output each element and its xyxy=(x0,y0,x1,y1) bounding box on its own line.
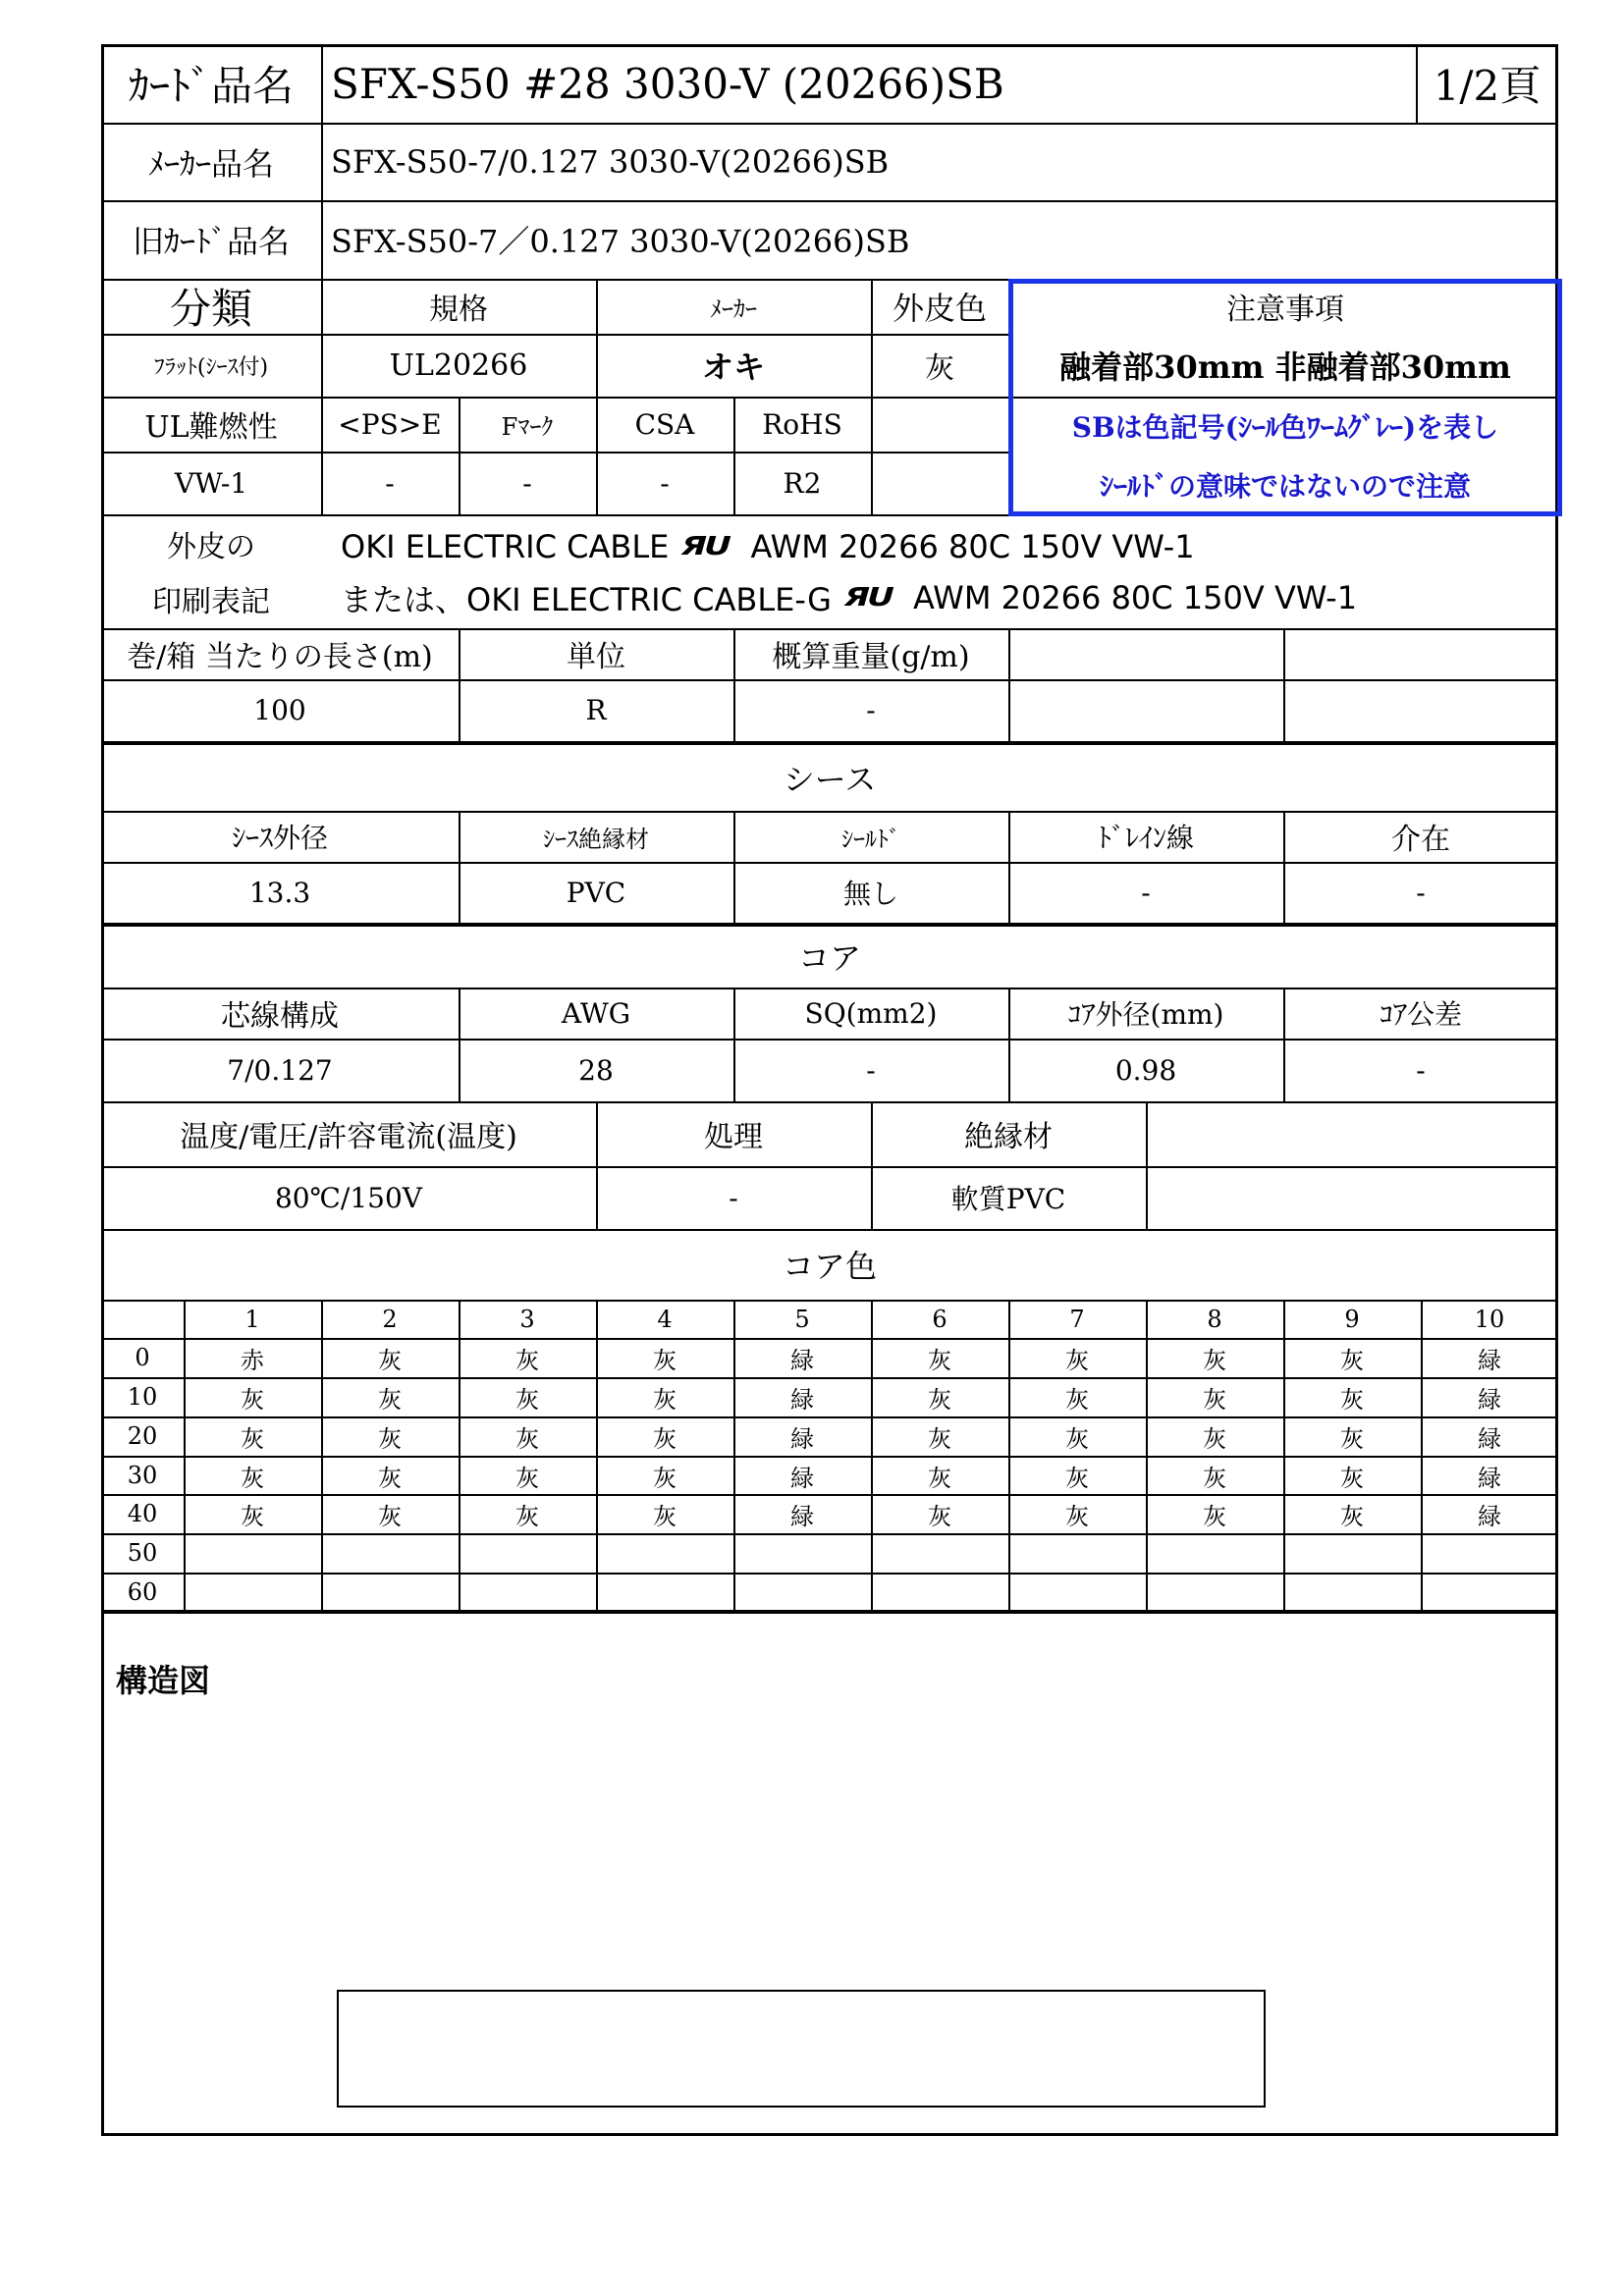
core-section-title: コア xyxy=(797,939,861,977)
rohs-value: R2 xyxy=(783,466,822,500)
color-cell: 灰 xyxy=(515,1424,539,1453)
unit-value: R xyxy=(585,694,607,726)
sheath-od-value: 13.3 xyxy=(248,876,311,909)
color-cell: 灰 xyxy=(1203,1464,1226,1492)
pse-value: - xyxy=(385,466,395,500)
color-cell: 灰 xyxy=(1065,1424,1089,1453)
length-per-reel-header: 巻/箱 当たりの長さ(m) xyxy=(127,640,433,674)
structure-title: 構造図 xyxy=(116,1662,211,1699)
csa-header: CSA xyxy=(634,407,695,441)
sheath-section-title: シース xyxy=(783,760,877,798)
conductor-value: 7/0.127 xyxy=(227,1053,333,1087)
category-header: 分類 xyxy=(169,285,252,333)
color-cell xyxy=(1283,1573,1421,1612)
sheath-material-value: PVC xyxy=(566,876,626,909)
color-column-header: 5 xyxy=(794,1305,810,1333)
card-name-label: ｶｰﾄﾞ品名 xyxy=(128,62,294,110)
packaging-blank-value-2 xyxy=(1283,679,1558,741)
print-label-1: 外皮の xyxy=(167,530,255,564)
color-cell xyxy=(459,1533,596,1573)
color-cell xyxy=(733,1573,871,1612)
print-line-1-a: OKI ELECTRIC CABLE xyxy=(341,528,670,565)
color-cell: 灰 xyxy=(378,1464,402,1492)
color-cell: 灰 xyxy=(653,1346,677,1374)
print-line-1-b: AWM 20266 80C 150V VW-1 xyxy=(750,528,1195,565)
shield-header: ｼｰﾙﾄﾞ xyxy=(841,825,900,853)
packaging-blank-header-1 xyxy=(1008,628,1283,679)
color-cell: 灰 xyxy=(1340,1385,1364,1414)
color-row-label: 60 xyxy=(127,1578,158,1606)
core-color-section-title: コア色 xyxy=(782,1248,877,1285)
color-cell: 灰 xyxy=(928,1502,951,1530)
core-blank-value xyxy=(1146,1166,1558,1229)
conductor-header: 芯線構成 xyxy=(221,999,339,1034)
color-cell xyxy=(1146,1533,1283,1573)
print-line-2 xyxy=(331,571,1548,624)
unit-header: 単位 xyxy=(567,640,625,674)
pse-header: <PS>E xyxy=(338,407,442,441)
weight-header: 概算重量(g/m) xyxy=(772,640,970,674)
standard-value: UL20266 xyxy=(389,347,528,383)
color-column-header: 3 xyxy=(519,1305,535,1333)
color-column-header: 2 xyxy=(382,1305,398,1333)
color-cell xyxy=(871,1573,1008,1612)
color-cell: 緑 xyxy=(790,1464,814,1492)
color-cell: 灰 xyxy=(928,1424,951,1453)
maker-header: ﾒｰｶｰ xyxy=(710,294,757,323)
color-cell: 灰 xyxy=(1065,1502,1089,1530)
color-cell: 灰 xyxy=(1203,1502,1226,1530)
color-cell xyxy=(1008,1573,1146,1612)
color-cell: 灰 xyxy=(1203,1385,1226,1414)
color-cell: 灰 xyxy=(1340,1424,1364,1453)
color-cell: 赤 xyxy=(241,1346,264,1374)
packaging-blank-header-2 xyxy=(1283,628,1558,679)
print-line-1 xyxy=(331,520,1548,573)
rohs-header: RoHS xyxy=(762,407,842,441)
color-cell xyxy=(1283,1533,1421,1573)
color-cell: 灰 xyxy=(1203,1424,1226,1453)
maker-name-label: ﾒｰｶｰ品名 xyxy=(147,144,274,183)
f-mark-header: Fﾏｰｸ xyxy=(501,412,554,441)
ul-recognized-mark-icon: ЯU xyxy=(839,583,895,613)
awg-value: 28 xyxy=(578,1053,614,1087)
color-cell: 灰 xyxy=(378,1502,402,1530)
color-cell xyxy=(321,1573,459,1612)
color-cell xyxy=(733,1533,871,1573)
color-cell: 灰 xyxy=(928,1385,951,1414)
color-cell: 灰 xyxy=(515,1385,539,1414)
color-cell xyxy=(1421,1533,1558,1573)
color-cell: 灰 xyxy=(515,1464,539,1492)
shield-value: 無し xyxy=(842,878,898,910)
color-cell xyxy=(871,1533,1008,1573)
core-od-header: ｺｱ外径(mm) xyxy=(1067,998,1224,1031)
color-cell: 灰 xyxy=(1340,1502,1364,1530)
color-cell xyxy=(184,1573,321,1612)
color-cell: 灰 xyxy=(241,1424,264,1453)
ul-recognized-mark-icon: ЯU xyxy=(677,532,733,561)
core-tolerance-value: - xyxy=(1416,1053,1426,1087)
sheath-od-header: ｼｰｽ外径 xyxy=(231,822,328,854)
color-cell: 灰 xyxy=(241,1502,264,1530)
color-cell: 緑 xyxy=(790,1424,814,1453)
color-cell: 緑 xyxy=(1478,1464,1501,1492)
color-cell: 灰 xyxy=(378,1424,402,1453)
sheath-material-header: ｼｰｽ絶縁材 xyxy=(543,825,649,853)
color-cell: 灰 xyxy=(1340,1346,1364,1374)
drain-wire-value: - xyxy=(1141,876,1151,909)
color-column-header: 10 xyxy=(1474,1305,1505,1333)
temp-voltage-value: 80℃/150V xyxy=(274,1181,423,1214)
cert-blank-value xyxy=(871,452,1008,514)
color-cell: 灰 xyxy=(515,1346,539,1374)
color-row-label: 20 xyxy=(127,1422,158,1450)
color-cell xyxy=(596,1533,733,1573)
color-row-label: 30 xyxy=(127,1462,158,1489)
core-tolerance-header: ｺｱ公差 xyxy=(1379,998,1462,1031)
csa-value: - xyxy=(660,466,670,500)
treatment-header: 処理 xyxy=(704,1120,763,1154)
color-cell: 緑 xyxy=(790,1385,814,1414)
temp-voltage-header: 温度/電圧/許容電流(温度) xyxy=(180,1120,517,1154)
color-column-header: 9 xyxy=(1344,1305,1360,1333)
color-cell xyxy=(1421,1573,1558,1612)
color-cell xyxy=(459,1573,596,1612)
color-cell: 灰 xyxy=(653,1385,677,1414)
sq-value: - xyxy=(866,1053,876,1087)
color-cell: 灰 xyxy=(378,1346,402,1374)
structure-label-box xyxy=(337,1990,1266,2108)
color-cell: 灰 xyxy=(1065,1464,1089,1492)
print-line-2-a: または、OKI ELECTRIC CABLE-G xyxy=(341,581,832,618)
card-name-value: SFX-S50 #28 3030-V (20266)SB xyxy=(331,59,1004,108)
color-cell: 灰 xyxy=(653,1502,677,1530)
color-cell: 灰 xyxy=(378,1385,402,1414)
color-cell: 緑 xyxy=(1478,1424,1501,1453)
sq-header: SQ(mm2) xyxy=(804,996,938,1030)
color-cell xyxy=(321,1533,459,1573)
color-cell: 灰 xyxy=(241,1464,264,1492)
jacket-color-value: 灰 xyxy=(925,351,954,386)
filler-header: 介在 xyxy=(1391,823,1450,857)
color-cell: 緑 xyxy=(1478,1346,1501,1374)
color-cell: 緑 xyxy=(790,1346,814,1374)
color-row-label: 40 xyxy=(127,1500,158,1527)
color-row-label: 10 xyxy=(127,1383,158,1411)
old-card-name-label: 旧ｶｰﾄﾞ品名 xyxy=(132,223,290,260)
color-cell: 灰 xyxy=(928,1346,951,1374)
treatment-value: - xyxy=(729,1181,738,1214)
flame-rating-header: UL難燃性 xyxy=(144,410,278,445)
standard-header: 規格 xyxy=(429,293,488,327)
color-row-label: 50 xyxy=(127,1539,158,1567)
core-od-value: 0.98 xyxy=(1114,1053,1177,1087)
color-cell: 灰 xyxy=(241,1385,264,1414)
weight-value: - xyxy=(866,694,876,726)
color-row-label: 0 xyxy=(135,1344,150,1371)
color-cell: 灰 xyxy=(1065,1346,1089,1374)
print-label-2: 印刷表記 xyxy=(152,585,270,619)
color-cell xyxy=(596,1573,733,1612)
notes-line-3: ｼｰﾙﾄﾞの意味ではないので注意 xyxy=(1099,470,1471,503)
flame-rating-value: VW-1 xyxy=(174,466,248,500)
core-blank-header xyxy=(1146,1101,1558,1166)
page-number: 1/2頁 xyxy=(1433,62,1542,110)
f-mark-value: - xyxy=(522,466,532,500)
insulation-header: 絶縁材 xyxy=(964,1120,1053,1154)
color-cell xyxy=(1008,1533,1146,1573)
color-column-header: 8 xyxy=(1207,1305,1222,1333)
old-card-name-value: SFX-S50-7／0.127 3030-V(20266)SB xyxy=(331,223,910,260)
notes-header: 注意事項 xyxy=(1226,293,1344,327)
color-cell: 灰 xyxy=(928,1464,951,1492)
color-cell: 緑 xyxy=(790,1502,814,1530)
category-value: ﾌﾗｯﾄ(ｼｰｽ付) xyxy=(153,354,269,380)
cert-blank-header xyxy=(871,397,1008,452)
color-cell: 灰 xyxy=(515,1502,539,1530)
notes-line-1: 融着部30mm 非融着部30mm xyxy=(1059,348,1511,386)
color-cell: 灰 xyxy=(1065,1385,1089,1414)
color-cell xyxy=(1146,1573,1283,1612)
color-cell: 灰 xyxy=(653,1464,677,1492)
color-cell: 灰 xyxy=(653,1424,677,1453)
print-line-2-b: AWM 20266 80C 150V VW-1 xyxy=(913,579,1358,616)
awg-header: AWG xyxy=(561,996,631,1030)
insulation-value: 軟質PVC xyxy=(950,1183,1066,1215)
drain-wire-header: ﾄﾞﾚｲﾝ線 xyxy=(1097,822,1194,854)
filler-value: - xyxy=(1416,876,1426,909)
notes-line-2: SBは色記号(ｼｰﾙ色ﾜｰﾑｸﾞﾚｰ)を表し xyxy=(1071,411,1499,444)
color-column-header: 4 xyxy=(657,1305,673,1333)
jacket-color-header: 外皮色 xyxy=(892,290,987,327)
color-cell: 緑 xyxy=(1478,1502,1501,1530)
color-column-header: 1 xyxy=(244,1305,260,1333)
color-cell: 緑 xyxy=(1478,1385,1501,1414)
color-cell xyxy=(184,1533,321,1573)
length-per-reel-value: 100 xyxy=(253,694,306,726)
packaging-blank-value-1 xyxy=(1008,679,1283,741)
color-column-header: 6 xyxy=(932,1305,947,1333)
color-cell: 灰 xyxy=(1340,1464,1364,1492)
maker-name-value: SFX-S50-7/0.127 3030-V(20266)SB xyxy=(331,142,890,181)
color-column-header: 7 xyxy=(1069,1305,1085,1333)
color-cell: 灰 xyxy=(1203,1346,1226,1374)
maker-value: オキ xyxy=(701,348,765,386)
